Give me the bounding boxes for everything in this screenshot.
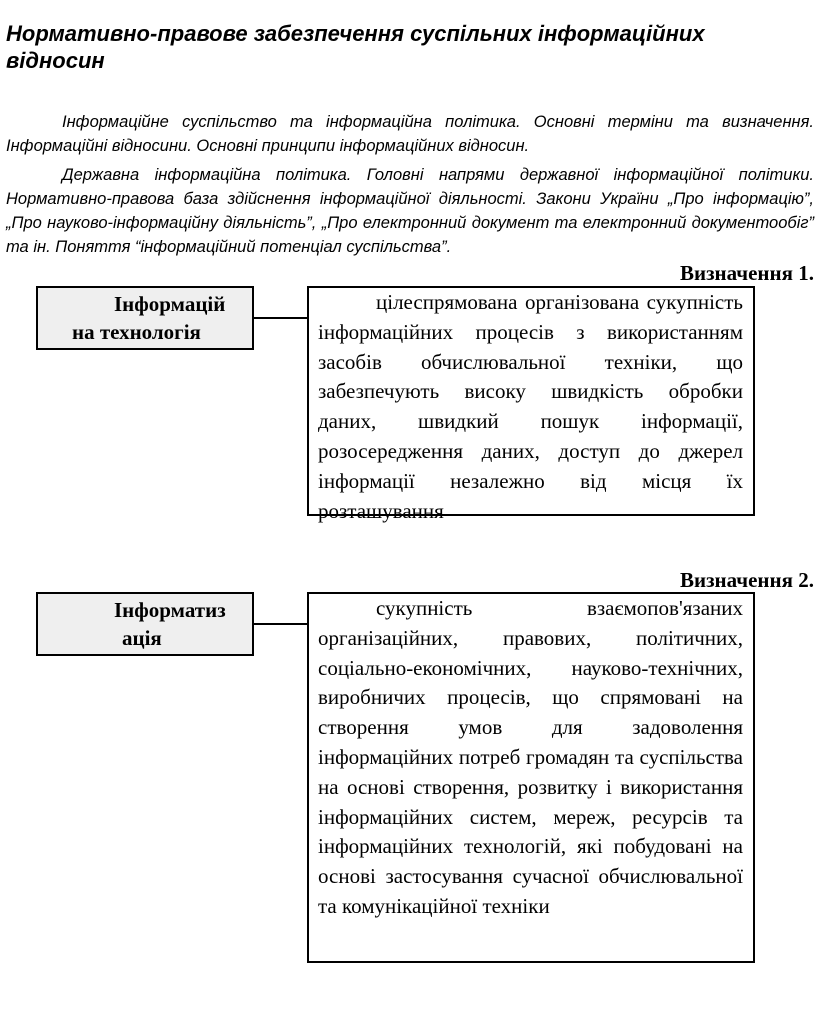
definition-1-connector: [254, 317, 308, 319]
page-title: Нормативно-правове забезпечення суспільних інформаційних відносин: [6, 21, 705, 73]
definition-2-term-box: [36, 592, 254, 656]
definition-2-label: Визначення 2.: [679, 568, 814, 592]
definition-1-term-box: [36, 286, 254, 350]
definition-2-term-line-2: ація: [122, 626, 162, 650]
definition-2-term-line-1: Інформатиз: [114, 598, 226, 622]
definition-1-label: Визначення 1.: [679, 261, 814, 285]
definition-1-term-line-1: Інформацій: [114, 292, 226, 316]
intro-paragraph-2: Державна інформаційна політика. Головні напрями державної інформаційної політики. Нормативно-правова база здійснення інформаційної діяльності. Закони України „Про інформацію”, „Про науково-інформаційну діяльність”, „Про електронний документ та електронний документообіг” та ін. Поняття “інформаційний потенціал суспільства”.: [6, 166, 814, 256]
definition-1-term-line-2: на технологія: [72, 320, 201, 344]
definition-2-text-box: сукупність взаємопов'язаних організаційних, правових, політичних, соціально-економічних, науково-технічних, виробничих процесів, що спрямовані на створення умов для задоволення інформаційних потреб громадян та суспільства на основі створення, розвитку і використання інформаційних систем, мереж, ресурсів та інформаційних технологій, які побудовані на основі застосування сучасної обчислювальної та комунікаційної техніки: [307, 592, 755, 963]
definition-1-text-box: цілеспрямована організована сукупність інформаційних процесів з використанням засобів обчислювальної техніки, що забезпечують високу швидкість обробки даних, швидкий пошук інформації, розосередження даних, доступ до джерел інформації незалежно від місця їх розташування: [307, 286, 755, 516]
intro-paragraph-1: Інформаційне суспільство та інформаційна політика. Основні терміни та визначення. Інформаційні відносини. Основні принципи інформаційних відносин.: [6, 113, 814, 155]
definition-2-connector: [254, 623, 308, 625]
